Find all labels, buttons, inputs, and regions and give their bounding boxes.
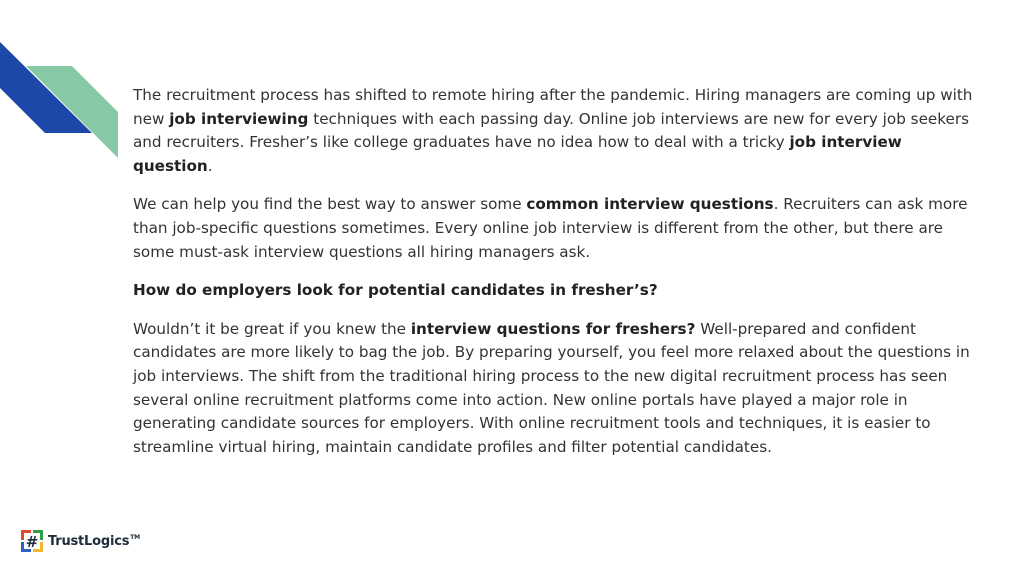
paragraph-intro — [133, 84, 983, 178]
hash-logo-icon — [20, 529, 44, 553]
bold-keyword: job interviewing — [169, 109, 309, 128]
bold-keyword: job interview question — [133, 133, 902, 175]
bold-keyword: common interview questions — [526, 195, 774, 214]
corner-stripes-decoration — [0, 0, 130, 170]
section-heading: How do employers look for potential candidates in fresher’s? — [133, 281, 658, 300]
text-span: We can help you find the best way to answer some — [133, 195, 527, 214]
text-span: Well-prepared and confident candidates are more likely to bag the job. By preparing yourself, you feel more relaxed about the questions in job interviews. The shift from the traditional hiring process to the new digital recruitment process has seen several online recruitment platforms come into action. New online portals have played a major role in generating candidate sources for employers. With online recruitment tools and techniques, it is easier to streamline virtual hiring, maintain candidate profiles and filter potential candidates. — [133, 319, 970, 456]
paragraph-freshers — [133, 318, 983, 460]
bold-keyword: interview questions for freshers? — [410, 319, 696, 338]
trademark-mark: TM — [130, 534, 140, 542]
text-span: . Recruiters can ask more than job-specific questions sometimes. Every online job interview is different from the other, but there are some must-ask interview questions all hiring managers ask. — [133, 195, 968, 261]
text-span: techniques with each passing day. Online job interviews are new for every job seekers and recruiters. Fresher’s like college graduates have no idea how to deal with a tricky — [133, 109, 970, 152]
text-span: . — [207, 156, 213, 175]
text-span: The recruitment process has shifted to remote hiring after the pandemic. Hiring managers are coming up with new — [133, 86, 973, 128]
article-body — [133, 84, 983, 474]
logo-wordmark — [48, 534, 140, 549]
paragraph-help — [133, 193, 983, 264]
logo-name: TrustLogics — [48, 533, 130, 549]
text-span: Wouldn’t it be great if you knew the — [133, 319, 411, 338]
trustlogics-logo — [20, 528, 140, 554]
svg-text:#: # — [25, 533, 39, 551]
